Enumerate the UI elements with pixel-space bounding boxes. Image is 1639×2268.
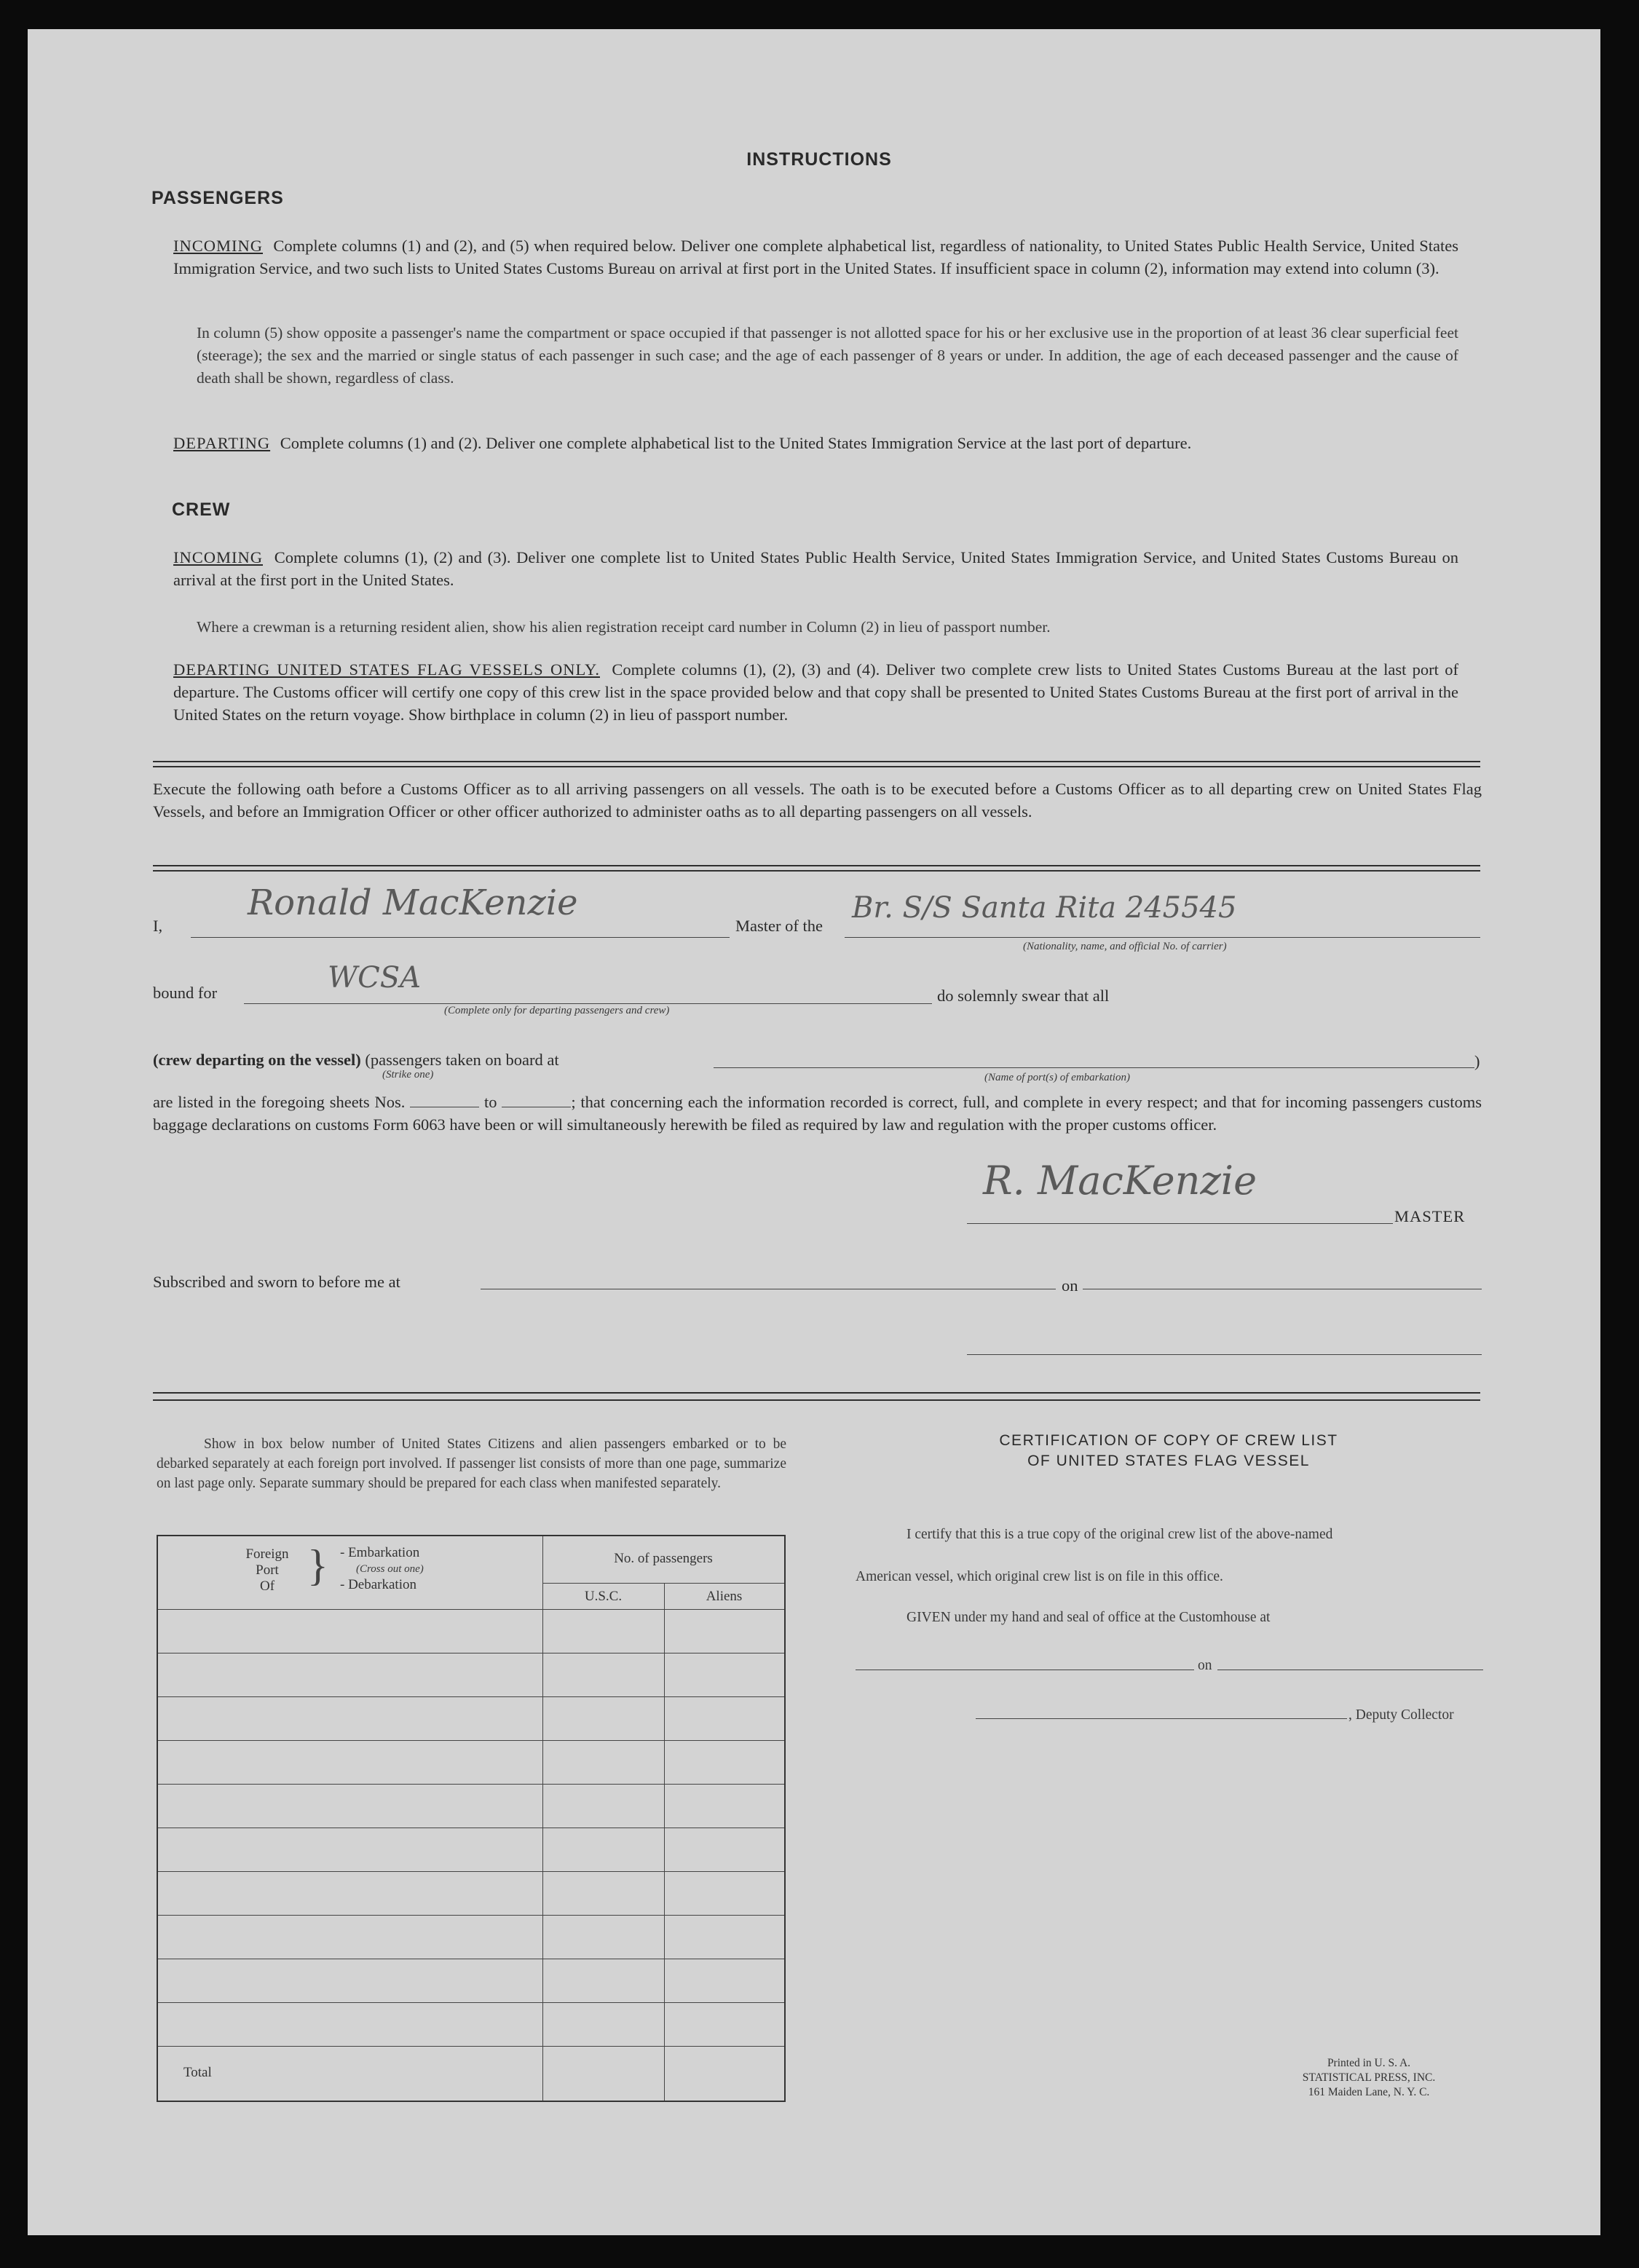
page-title: INSTRUCTIONS xyxy=(746,149,892,170)
oath-i-label: I, xyxy=(153,917,163,935)
divider-bottom-1 xyxy=(153,1392,1480,1394)
table-header-divider xyxy=(158,1609,784,1610)
officer-signature-line xyxy=(967,1354,1482,1355)
divider-bottom-2 xyxy=(153,1399,1480,1401)
table-row xyxy=(158,1696,784,1697)
master-signature: R. MacKenzie xyxy=(983,1158,1257,1204)
col-of: Of xyxy=(259,1578,275,1594)
printer-imprint xyxy=(1252,2056,1485,2100)
given-text: GIVEN under my hand and seal of office at the Customhouse at xyxy=(907,1610,1271,1625)
summary-instructions: Show in box below number of United States Citizens and alien passengers embarked or to be debarked separately at each foreign port involved. If passenger list consists of more than one page, summarize on last page only. Separate summary should be prepared for each class when manifested separately. xyxy=(157,1437,786,1491)
table-header-divider-inner xyxy=(542,1583,784,1584)
certification-on-label: on xyxy=(1198,1658,1212,1673)
printer-line2: STATISTICAL PRESS, INC. xyxy=(1302,2071,1436,2084)
table-row xyxy=(158,1915,784,1916)
listed-text: are listed in the foregoing sheets Nos. xyxy=(153,1093,406,1111)
carrier-line xyxy=(845,937,1480,938)
crew-incoming-paragraph xyxy=(173,546,1458,591)
crew-departing-paragraph xyxy=(173,658,1458,726)
brace-icon: } xyxy=(307,1541,328,1589)
certify-line2: American vessel, which original crew list is on file in this office. xyxy=(856,1569,1223,1584)
total-label: Total xyxy=(183,2065,212,2080)
deputy-collector-label: , Deputy Collector xyxy=(1348,1707,1454,1723)
divider-oath-2 xyxy=(153,870,1480,872)
master-name-line xyxy=(191,937,730,938)
printer-line1: Printed in U. S. A. xyxy=(1327,2057,1411,2069)
passengers-column5-paragraph: In column (5) show opposite a passenger's name the compartment or space occupied if that passenger is not allotted space for his or her exclusive use in the proportion of at least 36 clear superficial feet (steerage); the sex and the married or single status of each passenger in such case; and the age of each passenger of 8 years or under. In addition, the age of each deceased passenger and the cause of death shall be shown, regardless of class. xyxy=(197,324,1458,387)
bound-caption: (Complete only for departing passengers and crew) xyxy=(444,1005,670,1016)
master-name-signature: Ronald MacKenzie xyxy=(248,882,578,923)
passengers-incoming-paragraph xyxy=(173,234,1458,280)
crew-departing-label: DEPARTING UNITED STATES FLAG VESSELS ONLY. xyxy=(173,660,600,679)
table-row xyxy=(158,1784,784,1785)
table-row xyxy=(158,2046,784,2047)
divider-top-2 xyxy=(153,766,1480,767)
crew-departing-option: (crew departing on the vessel) xyxy=(153,1051,361,1069)
subscribed-on-label: on xyxy=(1062,1276,1078,1295)
crew-resident-paragraph: Where a crewman is a returning resident alien, show his alien registration receipt card number in Column (2) in lieu of passport number. xyxy=(197,618,1051,636)
master-signature-line xyxy=(967,1223,1393,1224)
certification-heading xyxy=(859,1431,1478,1471)
usc-header: U.S.C. xyxy=(584,1589,623,1604)
crew-departing-text: Complete columns (1), (2), (3) and (4). Deliver two complete crew lists to United States Customs Bureau at the last port of departure. The Customs officer will certify one copy of this crew list in the space provided below and that copy shall be presented to United States Customs Bureau at the first port of arrival in the United States on the return voyage. Show birthplace in column (2) in lieu of passport number. xyxy=(173,660,1458,724)
embarkation-option: - Embarkation xyxy=(340,1545,420,1560)
listed-paragraph xyxy=(153,1091,1482,1136)
table-col-divider-2 xyxy=(664,1583,665,2101)
passengers-heading: PASSENGERS xyxy=(151,188,284,208)
passengers-taken-option: (passengers taken on board at xyxy=(365,1051,559,1069)
subscribed-label: Subscribed and sworn to before me at xyxy=(153,1273,400,1291)
master-of-label: Master of the xyxy=(735,917,823,935)
cross-out-caption: (Cross out one) xyxy=(356,1563,424,1575)
swear-text: do solemnly swear that all xyxy=(937,987,1110,1005)
aliens-header: Aliens xyxy=(706,1589,743,1604)
divider-top-1 xyxy=(153,761,1480,762)
deputy-collector-line xyxy=(976,1718,1347,1719)
passengers-departing-label: DEPARTING xyxy=(173,434,271,452)
concerning-text: ; that concerning each the information recorded is correct, full, and complete in every respect; and that for incoming passengers customs baggage declarations on customs Form 6063 have been or will simultaneously herewith be filed as required by law and regulation with the proper customs officer. xyxy=(153,1093,1482,1134)
to-label: to xyxy=(484,1093,497,1111)
strike-caption: (Strike one) xyxy=(382,1069,434,1080)
table-row xyxy=(158,2002,784,2003)
passenger-summary-table xyxy=(157,1535,786,2102)
bound-for-line xyxy=(244,1003,932,1004)
no-passengers-header: No. of passengers xyxy=(614,1551,713,1566)
certify-line1: I certify that this is a true copy of the original crew list of the above-named xyxy=(907,1527,1333,1542)
passengers-incoming-label: INCOMING xyxy=(173,237,263,255)
crew-incoming-label: INCOMING xyxy=(173,548,263,566)
printer-line3: 161 Maiden Lane, N. Y. C. xyxy=(1308,2086,1430,2098)
certification-heading-line2: OF UNITED STATES FLAG VESSEL xyxy=(1027,1453,1310,1469)
crew-incoming-text: Complete columns (1), (2) and (3). Deliver one complete list to United States Public Health Service, United States Immigration Service, and United States Customs Bureau on arrival at the first port in the United States. xyxy=(173,548,1459,589)
bound-for-handwriting: WCSA xyxy=(328,961,422,995)
col-foreign-port-of xyxy=(231,1546,304,1595)
crew-heading: CREW xyxy=(172,499,231,520)
passengers-incoming-text: Complete columns (1) and (2), and (5) when required below. Deliver one complete alphabetical list, regardless of nationality, to United States Public Health Service, United States Immigration Service, and two such lists to United States Customs Bureau on arrival at first port in the United States. If insufficient space in column (2), information may extend into column (3). xyxy=(173,237,1459,277)
debarkation-option: - Debarkation xyxy=(340,1577,416,1592)
close-paren: ) xyxy=(1474,1052,1480,1070)
col-port: Port xyxy=(256,1562,279,1578)
divider-oath-1 xyxy=(153,865,1480,866)
embarkation-port-line xyxy=(714,1067,1474,1068)
bound-for-label: bound for xyxy=(153,984,218,1002)
table-col-divider-1 xyxy=(542,1536,543,2101)
table-row xyxy=(158,1740,784,1741)
oath-intro: Execute the following oath before a Customs Officer as to all arriving passengers on all vessels. The oath is to be executed before a Customs Officer as to all departing crew on United States Flag Vessels, and before an Immigration Officer or other officer authorized to administer oaths as to all departing passengers on all vessels. xyxy=(153,780,1482,821)
embark-debark-options xyxy=(340,1545,424,1593)
table-row xyxy=(158,1871,784,1872)
crew-passenger-line xyxy=(153,1048,559,1071)
carrier-handwriting: Br. S/S Santa Rita 245545 xyxy=(852,891,1237,925)
col-foreign: Foreign xyxy=(245,1546,289,1562)
carrier-caption: (Nationality, name, and official No. of carrier) xyxy=(1023,941,1227,952)
certification-heading-line1: CERTIFICATION OF COPY OF CREW LIST xyxy=(999,1432,1338,1449)
passengers-departing-paragraph xyxy=(173,432,1458,454)
port-caption: (Name of port(s) of embarkation) xyxy=(984,1072,1130,1083)
passengers-departing-text: Complete columns (1) and (2). Deliver one complete alphabetical list to the United States Immigration Service at the last port of departure. xyxy=(280,434,1192,452)
master-label: MASTER xyxy=(1394,1207,1466,1225)
